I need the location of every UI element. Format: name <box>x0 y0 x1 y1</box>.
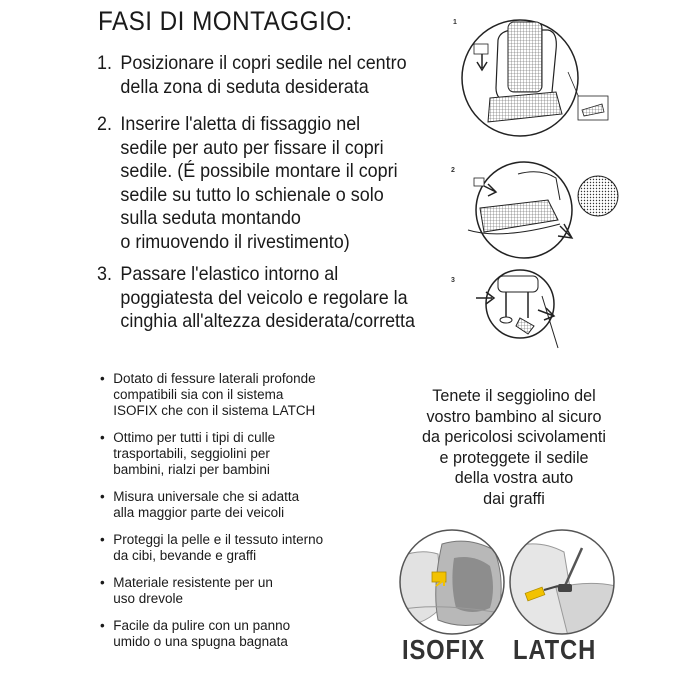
feature-line: • Ottimo per tutti i tipi di culle <box>113 430 276 446</box>
illustration-number-2: 2 <box>451 167 455 174</box>
feature-line: • Misura universale che si adatta <box>113 489 300 505</box>
feature-item <box>100 532 385 564</box>
step-3 <box>97 263 415 334</box>
feature-line: uso drevole <box>113 591 183 607</box>
car-seat-install-illustration-2 <box>460 160 620 270</box>
step-line: poggiatesta del veicolo e regolare la <box>120 286 408 309</box>
step-number: 3. <box>97 263 112 285</box>
feature-item <box>100 489 385 521</box>
step-line: sedile. (É possibile montare il copri <box>120 160 398 182</box>
step-line: cinghia all'altezza desiderata/corretta <box>120 310 416 332</box>
feature-line: • Facile da pulire con un panno <box>113 618 291 634</box>
feature-line: umido o una spugna bagnata <box>113 634 288 650</box>
safety-line: e proteggete il sedile <box>439 447 589 467</box>
step-line: sedile per auto per fissare il copri <box>120 136 384 159</box>
isofix-label: ISOFIX <box>402 634 486 665</box>
step-line: della zona di seduta desiderata <box>120 75 369 98</box>
feature-line: trasportabili, seggiolini per <box>113 446 270 462</box>
step-1 <box>97 52 407 99</box>
safety-line: Tenete il seggiolino del <box>432 386 596 405</box>
step-number: 1. <box>97 52 112 74</box>
step-line: o rimuovendo il rivestimento) <box>120 230 350 253</box>
feature-item <box>100 618 385 650</box>
step-line: sedile su tutto lo schienale o solo <box>120 183 384 206</box>
car-seat-install-illustration-3 <box>470 268 580 358</box>
illustration-number-1: 1 <box>453 19 457 26</box>
feature-list <box>100 371 400 661</box>
feature-line: compatibili sia con il sistema <box>113 387 284 403</box>
feature-line: ISOFIX che con il sistema LATCH <box>113 403 316 419</box>
step-line: Inserire l'aletta di fissaggio nel <box>120 113 361 135</box>
car-seat-install-illustration-1 <box>460 10 620 150</box>
feature-item <box>100 575 385 607</box>
safety-line: dai graffi <box>483 488 545 508</box>
page-title: FASI DI MONTAGGIO: <box>98 6 353 36</box>
latch-connector-illustration <box>508 528 616 636</box>
step-line: Posizionare il copri sedile nel centro <box>120 52 407 74</box>
safety-line: da pericolosi scivolamenti <box>421 427 607 446</box>
feature-item <box>100 430 385 478</box>
feature-line: da cibi, bevande e graffi <box>113 548 257 564</box>
step-line: Passare l'elastico intorno al <box>120 263 339 285</box>
safety-line: della vostra auto <box>454 468 574 487</box>
safety-line: vostro bambino al sicuro <box>426 406 602 426</box>
isofix-connector-illustration <box>398 528 506 636</box>
feature-line: • Proteggi la pelle e il tessuto interno <box>113 532 324 548</box>
step-2 <box>97 113 398 254</box>
feature-line: • Materiale resistente per un <box>113 575 273 591</box>
step-line: sulla seduta montando <box>120 207 301 229</box>
illustration-number-3: 3 <box>451 277 455 284</box>
feature-item <box>100 371 385 419</box>
feature-line: • Dotato di fessure laterali profonde <box>113 371 316 387</box>
step-number: 2. <box>97 113 112 135</box>
feature-line: bambini, rialzi per bambini <box>113 462 270 478</box>
safety-message <box>402 386 626 509</box>
latch-label: LATCH <box>513 634 597 665</box>
feature-line: alla maggior parte dei veicoli <box>113 505 285 521</box>
